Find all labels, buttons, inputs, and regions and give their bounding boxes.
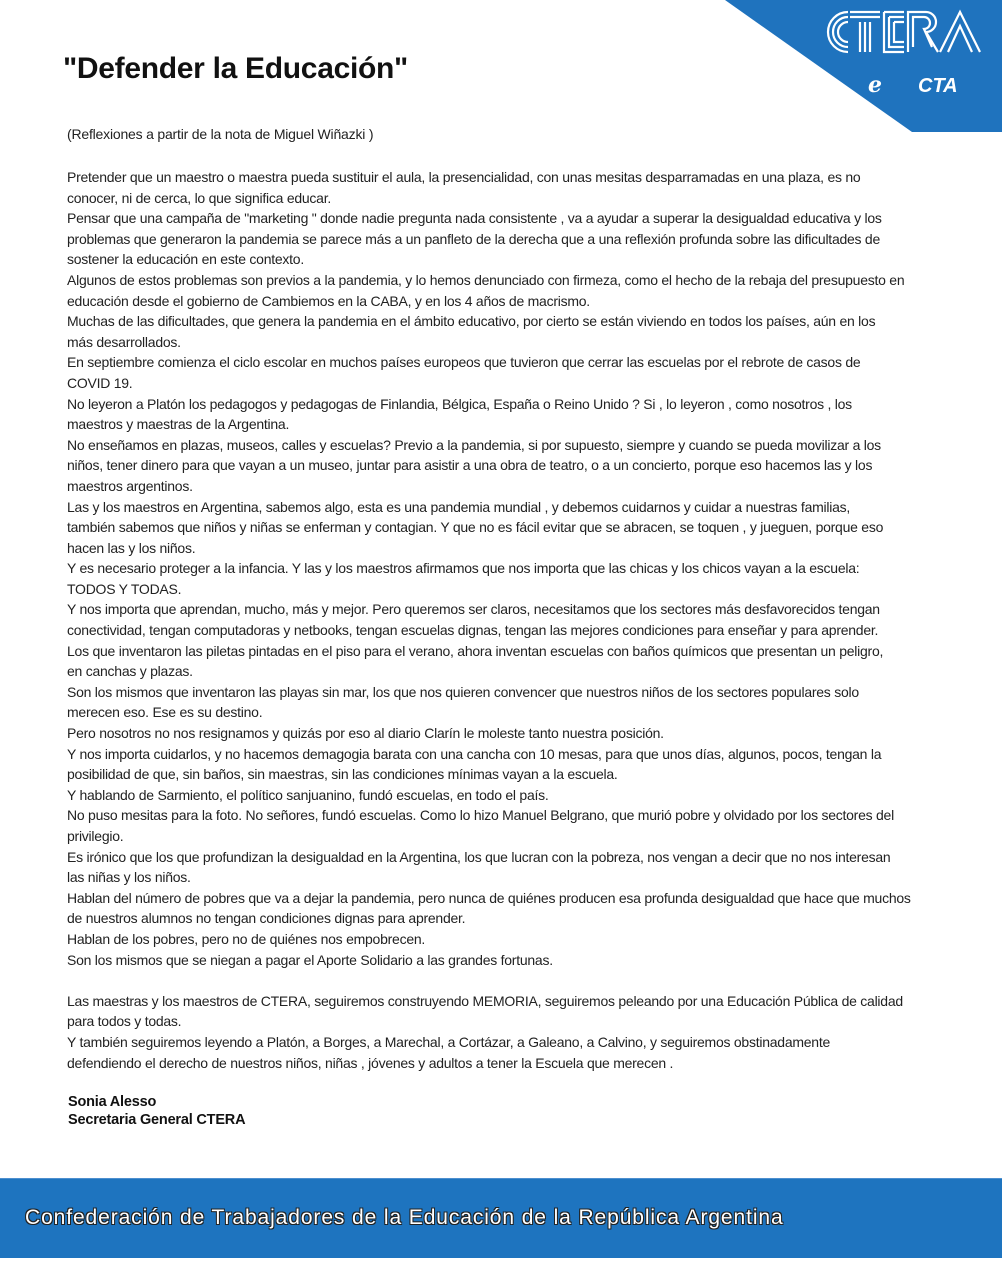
text-line: conocer, ni de cerca, lo que significa educar.	[67, 189, 332, 206]
footer-text: Confederación de Trabajadores de la Educación de la República Argentina	[25, 1206, 784, 1229]
text-line: Son los mismos que inventaron las playas sin mar, los que nos quieren convencer que nuestros niños de los sectores populares solo	[67, 683, 859, 700]
text-line: de nuestros alumnos no tengan condiciones dignas para aprender.	[67, 910, 466, 927]
text-line: COVID 19.	[67, 374, 133, 391]
svg-text:e: e	[868, 72, 882, 96]
text-line: Pretender que un maestro o maestra pueda sustituir el aula, la presencialidad, con unas mesitas desparramadas en una plaza, es no	[67, 169, 861, 185]
text-line: Las y los maestros en Argentina, sabemos algo, esta es una pandemia mundial , y debemos cuidarnos y cuidar a nuestras familias,	[67, 498, 851, 515]
text-line: Pero nosotros no nos resignamos y quizás por eso al diario Clarín le moleste tanto nuestra posición.	[67, 725, 664, 742]
text-line: Los que inventaron las piletas pintadas en el piso para el verano, ahora inventan escuelas con baños químicos que presentan un peligro,	[67, 642, 884, 659]
text-line: No leyeron a Platón los pedagogos y pedagogas de Finlandia, Bélgica, España o Reino Unido ? Si , lo leyeron , como nosotros , los	[67, 395, 852, 412]
ctera-logo	[818, 4, 998, 96]
text-line: Hablan de los pobres, pero no de quiénes nos empobrecen.	[67, 930, 426, 947]
text-line: TODOS Y TODAS.	[67, 580, 182, 597]
text-line: Y nos importa que aprendan, mucho, más y mejor. Pero queremos ser claros, necesitamos que los sectores más desfavorecidos tengan	[67, 601, 880, 618]
text-line: defendiendo el derecho de nuestros niños, niñas , jóvenes y adultos a tener la Escuela que merecen .	[67, 1054, 674, 1071]
text-line: educación desde el gobierno de Cambiemos en la CABA, y en los 4 años de macrismo.	[67, 292, 590, 309]
text-line: las niñas y los niños.	[67, 869, 191, 886]
text-line: No enseñamos en plazas, museos, calles y escuelas? Previo a la pandemia, si por supuesto, siempre y cuando se pueda movilizar a los	[67, 436, 881, 453]
text-line: más desarrollados.	[67, 333, 181, 350]
signature	[68, 1093, 245, 1129]
svg-text:CTA: CTA	[918, 75, 958, 96]
text-line: también sabemos que niños y niñas se enferman y contagian. Y que no es fácil evitar que se abracen, se toquen , y jueguen, porque eso	[67, 519, 884, 536]
text-line: Y nos importa cuidarlos, y no hacemos demagogia barata con una cancha con 10 mesas, para que unos días, algunos, pocos, tengan la	[67, 745, 882, 762]
text-line: Son los mismos que se niegan a pagar el Aporte Solidario a las grandes fortunas.	[67, 951, 553, 968]
blank-line	[67, 970, 947, 991]
text-line: Hablan del número de pobres que va a dejar la pandemia, pero nunca de quiénes producen esa profunda desigualdad que hace que muchos	[67, 889, 911, 906]
text-line: conectividad, tengan computadoras y netbooks, tengan escuelas dignas, tengan las mejores condiciones para enseñar y para aprender.	[67, 622, 879, 639]
signature-role: Secretaria General CTERA	[68, 1112, 246, 1128]
document-subtitle: (Reflexiones a partir de la nota de Miguel Wiñazki )	[67, 126, 374, 142]
document-title: "Defender la Educación"	[63, 52, 408, 85]
text-line: maestros argentinos.	[67, 477, 193, 494]
text-line: Y también seguiremos leyendo a Platón, a Borges, a Marechal, a Cortázar, a Galeano, a Calvino, y seguiremos obstinadamente	[67, 1033, 831, 1050]
text-line: Y hablando de Sarmiento, el político sanjuanino, fundó escuelas, en todo el país.	[67, 786, 549, 803]
footer-banner	[0, 1178, 1002, 1258]
text-line: privilegio.	[67, 828, 124, 844]
document-body	[67, 167, 947, 1073]
text-line: problemas que generaron la pandemia se parece más a un panfleto de la derecha que a una reflexión profunda sobre las dificultades de	[67, 230, 881, 247]
text-line: en canchas y plazas.	[67, 663, 193, 680]
text-line: Pensar que una campaña de "marketing " donde nadie pregunta nada consistente , va a ayudar a superar la desigualdad educativa y los	[67, 210, 882, 227]
text-line: posibilidad de que, sin baños, sin maestras, sin las condiciones mínimas vayan a la escuela.	[67, 766, 618, 783]
signature-name: Sonia Alesso	[68, 1094, 157, 1110]
text-line: Las maestras y los maestros de CTERA, seguiremos construyendo MEMORIA, seguiremos peleando por una Educación Pública de calidad	[67, 992, 903, 1009]
text-line: Muchas de las dificultades, que genera la pandemia en el ámbito educativo, por cierto se están viviendo en todos los países, aún en los	[67, 313, 876, 330]
text-line: Algunos de estos problemas son previos a la pandemia, y lo hemos denunciado con firmeza, como el hecho de la rebaja del presupuesto en	[67, 271, 905, 288]
text-line: maestros y maestras de la Argentina.	[67, 416, 290, 433]
text-line: sostener la educación en este contexto.	[67, 251, 304, 268]
text-line: Es irónico que los que profundizan la desigualdad en la Argentina, los que lucran con la pobreza, nos vengan a decir que no nos interesan	[67, 848, 891, 865]
text-line: hacen las y los niños.	[67, 539, 196, 556]
text-line: En septiembre comienza el ciclo escolar en muchos países europeos que tuvieron que cerrar las escuelas por el rebrote de casos de	[67, 354, 861, 371]
text-line: merecen eso. Ese es su destino.	[67, 704, 263, 721]
text-line: para todos y todas.	[67, 1013, 182, 1030]
text-line: niños, tener dinero para que vayan a un museo, juntar para asistir a una obra de teatro, o a un concierto, porque eso hacemos las y los	[67, 457, 873, 474]
text-line: No puso mesitas para la foto. No señores, fundó escuelas. Como lo hizo Manuel Belgrano, que murió pobre y olvidado por los sectores del	[67, 807, 894, 824]
text-line: Y es necesario proteger a la infancia. Y las y los maestros afirmamos que nos importa que las chicas y los chicos vayan a la escuela:	[67, 560, 860, 577]
